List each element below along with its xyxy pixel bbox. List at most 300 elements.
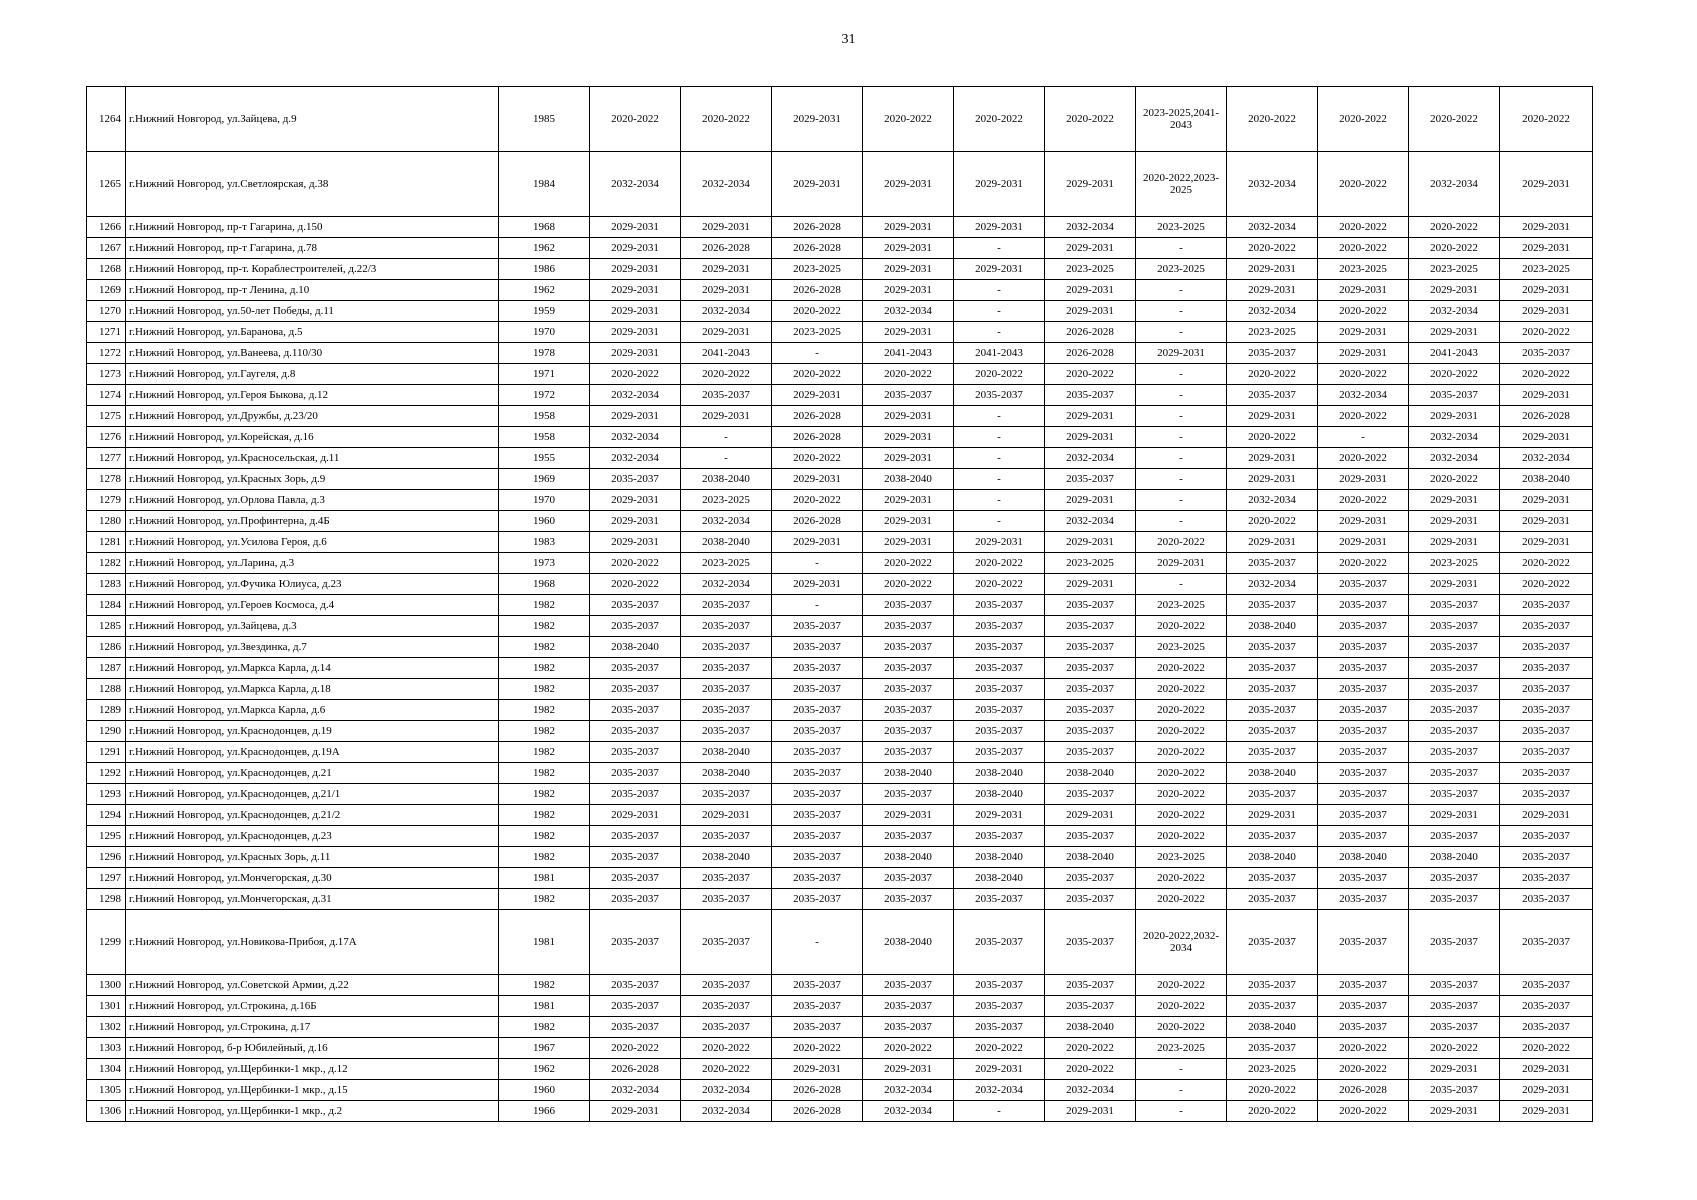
year-cell: 1982 bbox=[499, 700, 590, 721]
period-cell: 2038-2040 bbox=[863, 763, 954, 784]
period-cell: 2026-2028 bbox=[1318, 1080, 1409, 1101]
row-number-cell: 1294 bbox=[87, 805, 126, 826]
period-cell: 2035-2037 bbox=[954, 742, 1045, 763]
period-cell: 2029-2031 bbox=[1045, 406, 1136, 427]
period-cell: 2029-2031 bbox=[863, 238, 954, 259]
year-cell: 1962 bbox=[499, 1059, 590, 1080]
row-number-cell: 1278 bbox=[87, 469, 126, 490]
period-cell: 2035-2037 bbox=[590, 721, 681, 742]
period-cell: 2020-2022 bbox=[1227, 427, 1318, 448]
address-cell: г.Нижний Новгород, ул.Советской Армии, д.22 bbox=[126, 975, 499, 996]
period-cell: 2035-2037 bbox=[1227, 889, 1318, 910]
period-cell: - bbox=[1136, 1080, 1227, 1101]
period-cell: 2035-2037 bbox=[681, 868, 772, 889]
period-cell: 2032-2034 bbox=[1045, 448, 1136, 469]
period-cell: 2035-2037 bbox=[1500, 910, 1593, 975]
period-cell: 2029-2031 bbox=[863, 490, 954, 511]
period-cell: 2038-2040 bbox=[954, 763, 1045, 784]
period-cell: 2020-2022 bbox=[954, 574, 1045, 595]
period-cell: 2035-2037 bbox=[1500, 975, 1593, 996]
year-cell: 1972 bbox=[499, 385, 590, 406]
period-cell: 2029-2031 bbox=[590, 490, 681, 511]
period-cell: 2038-2040 bbox=[681, 847, 772, 868]
period-cell: 2035-2037 bbox=[590, 763, 681, 784]
period-cell: 2020-2022 bbox=[1045, 1038, 1136, 1059]
period-cell: 2026-2028 bbox=[772, 238, 863, 259]
address-cell: г.Нижний Новгород, ул.Светлоярская, д.38 bbox=[126, 152, 499, 217]
period-cell: - bbox=[1136, 322, 1227, 343]
year-cell: 1986 bbox=[499, 259, 590, 280]
year-cell: 1982 bbox=[499, 975, 590, 996]
period-cell: 2035-2037 bbox=[1227, 637, 1318, 658]
period-cell: 2029-2031 bbox=[772, 574, 863, 595]
period-cell: - bbox=[1136, 406, 1227, 427]
row-number-cell: 1266 bbox=[87, 217, 126, 238]
period-cell: - bbox=[1136, 238, 1227, 259]
period-cell: 2029-2031 bbox=[863, 427, 954, 448]
period-cell: 2029-2031 bbox=[681, 322, 772, 343]
period-cell: 2035-2037 bbox=[590, 1017, 681, 1038]
period-cell: 2035-2037 bbox=[1500, 847, 1593, 868]
row-number-cell: 1275 bbox=[87, 406, 126, 427]
period-cell: 2020-2022 bbox=[1227, 364, 1318, 385]
period-cell: 2035-2037 bbox=[1318, 595, 1409, 616]
period-cell: 2035-2037 bbox=[863, 996, 954, 1017]
period-cell: 2035-2037 bbox=[1045, 700, 1136, 721]
period-cell: 2035-2037 bbox=[681, 595, 772, 616]
period-cell: 2038-2040 bbox=[863, 469, 954, 490]
period-cell: 2029-2031 bbox=[863, 217, 954, 238]
period-cell: 2029-2031 bbox=[1409, 805, 1500, 826]
period-cell: 2029-2031 bbox=[772, 1059, 863, 1080]
period-cell: 2020-2022 bbox=[1136, 700, 1227, 721]
period-cell: 2020-2022 bbox=[772, 364, 863, 385]
period-cell: 2020-2022 bbox=[1409, 364, 1500, 385]
period-cell: 2020-2022 bbox=[1045, 364, 1136, 385]
period-cell: 2020-2022 bbox=[954, 87, 1045, 152]
period-cell: 2035-2037 bbox=[1045, 742, 1136, 763]
table-row bbox=[87, 364, 1593, 385]
period-cell: 2035-2037 bbox=[1318, 679, 1409, 700]
period-cell: 2029-2031 bbox=[1409, 1101, 1500, 1122]
period-cell: 2038-2040 bbox=[1318, 847, 1409, 868]
period-cell: 2035-2037 bbox=[954, 658, 1045, 679]
period-cell: 2020-2022 bbox=[772, 490, 863, 511]
period-cell: 2035-2037 bbox=[1318, 763, 1409, 784]
period-cell: 2029-2031 bbox=[863, 322, 954, 343]
table-row bbox=[87, 721, 1593, 742]
period-cell: 2020-2022 bbox=[1318, 448, 1409, 469]
period-cell: 2029-2031 bbox=[681, 280, 772, 301]
period-cell: 2020-2022 bbox=[1318, 238, 1409, 259]
year-cell: 1982 bbox=[499, 805, 590, 826]
period-cell: 2035-2037 bbox=[1500, 616, 1593, 637]
period-cell: 2035-2037 bbox=[1409, 868, 1500, 889]
period-cell: 2032-2034 bbox=[1318, 385, 1409, 406]
period-cell: 2029-2031 bbox=[1045, 238, 1136, 259]
period-cell: 2029-2031 bbox=[772, 87, 863, 152]
row-number-cell: 1271 bbox=[87, 322, 126, 343]
period-cell: 2023-2025 bbox=[1045, 259, 1136, 280]
period-cell: 2020-2022 bbox=[1318, 301, 1409, 322]
period-cell: 2038-2040 bbox=[1227, 1017, 1318, 1038]
address-cell: г.Нижний Новгород, ул.Профинтерна, д.4Б bbox=[126, 511, 499, 532]
table-row bbox=[87, 448, 1593, 469]
address-cell: г.Нижний Новгород, ул.Зайцева, д.3 bbox=[126, 616, 499, 637]
period-cell: 2020-2022 bbox=[772, 301, 863, 322]
address-cell: г.Нижний Новгород, ул.Орлова Павла, д.3 bbox=[126, 490, 499, 511]
period-cell: 2035-2037 bbox=[1409, 975, 1500, 996]
period-cell: 2020-2022 bbox=[1136, 889, 1227, 910]
period-cell: 2032-2034 bbox=[681, 301, 772, 322]
period-cell: 2023-2025 bbox=[1227, 322, 1318, 343]
period-cell: 2029-2031 bbox=[1045, 574, 1136, 595]
period-cell: 2020-2022 bbox=[954, 364, 1045, 385]
period-cell: 2029-2031 bbox=[954, 259, 1045, 280]
period-cell: 2023-2025 bbox=[772, 259, 863, 280]
table-row bbox=[87, 616, 1593, 637]
year-cell: 1966 bbox=[499, 1101, 590, 1122]
year-cell: 1981 bbox=[499, 910, 590, 975]
period-cell: 2032-2034 bbox=[954, 1080, 1045, 1101]
period-cell: 2029-2031 bbox=[681, 805, 772, 826]
period-cell: 2029-2031 bbox=[1227, 805, 1318, 826]
table-row bbox=[87, 889, 1593, 910]
row-number-cell: 1268 bbox=[87, 259, 126, 280]
period-cell: - bbox=[772, 910, 863, 975]
table-row bbox=[87, 406, 1593, 427]
period-cell: 2035-2037 bbox=[1227, 553, 1318, 574]
period-cell: 2035-2037 bbox=[1409, 637, 1500, 658]
period-cell: - bbox=[954, 1101, 1045, 1122]
table-row bbox=[87, 322, 1593, 343]
period-cell: 2029-2031 bbox=[954, 1059, 1045, 1080]
address-cell: г.Нижний Новгород, ул.Усилова Героя, д.6 bbox=[126, 532, 499, 553]
period-cell: 2041-2043 bbox=[1409, 343, 1500, 364]
period-cell: - bbox=[954, 427, 1045, 448]
period-cell: 2035-2037 bbox=[954, 595, 1045, 616]
period-cell: 2035-2037 bbox=[681, 975, 772, 996]
period-cell: 2035-2037 bbox=[863, 658, 954, 679]
row-number-cell: 1304 bbox=[87, 1059, 126, 1080]
period-cell: 2035-2037 bbox=[1318, 637, 1409, 658]
table-row bbox=[87, 217, 1593, 238]
period-cell: 2035-2037 bbox=[1318, 910, 1409, 975]
period-cell: 2032-2034 bbox=[1045, 1080, 1136, 1101]
table-row bbox=[87, 975, 1593, 996]
period-cell: 2035-2037 bbox=[1318, 826, 1409, 847]
period-cell: 2035-2037 bbox=[590, 910, 681, 975]
period-cell: - bbox=[772, 553, 863, 574]
period-cell: 2029-2031 bbox=[954, 532, 1045, 553]
period-cell: 2020-2022,2023-2025 bbox=[1136, 152, 1227, 217]
period-cell: 2020-2022 bbox=[1136, 721, 1227, 742]
period-cell: 2035-2037 bbox=[1045, 721, 1136, 742]
table-row bbox=[87, 826, 1593, 847]
table-row bbox=[87, 868, 1593, 889]
period-cell: - bbox=[1136, 301, 1227, 322]
period-cell: 2029-2031 bbox=[772, 152, 863, 217]
period-cell: 2029-2031 bbox=[1500, 805, 1593, 826]
year-cell: 1982 bbox=[499, 721, 590, 742]
period-cell: 2023-2025 bbox=[1136, 637, 1227, 658]
year-cell: 1959 bbox=[499, 301, 590, 322]
table-row bbox=[87, 763, 1593, 784]
period-cell: 2035-2037 bbox=[681, 889, 772, 910]
table-row bbox=[87, 427, 1593, 448]
period-cell: 2035-2037 bbox=[1409, 889, 1500, 910]
period-cell: 2035-2037 bbox=[681, 616, 772, 637]
period-cell: 2032-2034 bbox=[1409, 301, 1500, 322]
period-cell: - bbox=[681, 448, 772, 469]
period-cell: 2035-2037 bbox=[1409, 784, 1500, 805]
period-cell: 2029-2031 bbox=[1318, 469, 1409, 490]
year-cell: 1962 bbox=[499, 238, 590, 259]
period-cell: 2035-2037 bbox=[1500, 595, 1593, 616]
period-cell: 2029-2031 bbox=[863, 1059, 954, 1080]
period-cell: 2035-2037 bbox=[772, 996, 863, 1017]
period-cell: 2035-2037 bbox=[772, 826, 863, 847]
row-number-cell: 1283 bbox=[87, 574, 126, 595]
period-cell: 2035-2037 bbox=[772, 616, 863, 637]
period-cell: 2020-2022 bbox=[1318, 1059, 1409, 1080]
period-cell: 2029-2031 bbox=[1500, 490, 1593, 511]
period-cell: 2029-2031 bbox=[1500, 532, 1593, 553]
period-cell: 2020-2022 bbox=[1318, 364, 1409, 385]
period-cell: 2020-2022 bbox=[1136, 658, 1227, 679]
row-number-cell: 1279 bbox=[87, 490, 126, 511]
period-cell: 2038-2040 bbox=[590, 637, 681, 658]
period-cell: - bbox=[1136, 448, 1227, 469]
period-cell: 2035-2037 bbox=[1227, 721, 1318, 742]
period-cell: 2035-2037 bbox=[681, 1017, 772, 1038]
period-cell: 2035-2037 bbox=[1500, 700, 1593, 721]
year-cell: 1982 bbox=[499, 889, 590, 910]
period-cell: - bbox=[681, 427, 772, 448]
year-cell: 1982 bbox=[499, 616, 590, 637]
table-row bbox=[87, 301, 1593, 322]
period-cell: 2035-2037 bbox=[1045, 996, 1136, 1017]
address-cell: г.Нижний Новгород, ул.Фучика Юлиуса, д.23 bbox=[126, 574, 499, 595]
period-cell: 2026-2028 bbox=[772, 427, 863, 448]
period-cell: 2029-2031 bbox=[1045, 152, 1136, 217]
period-cell: - bbox=[954, 511, 1045, 532]
period-cell: 2029-2031 bbox=[590, 343, 681, 364]
period-cell: 2032-2034 bbox=[590, 152, 681, 217]
period-cell: 2032-2034 bbox=[1227, 574, 1318, 595]
period-cell: 2020-2022 bbox=[1227, 1101, 1318, 1122]
period-cell: 2035-2037 bbox=[863, 385, 954, 406]
period-cell: 2032-2034 bbox=[681, 511, 772, 532]
period-cell: 2023-2025 bbox=[1136, 847, 1227, 868]
period-cell: 2035-2037 bbox=[1227, 996, 1318, 1017]
period-cell: 2020-2022 bbox=[863, 364, 954, 385]
address-cell: г.Нижний Новгород, ул.Краснодонцев, д.19А bbox=[126, 742, 499, 763]
period-cell: 2035-2037 bbox=[863, 679, 954, 700]
period-cell: - bbox=[1136, 280, 1227, 301]
period-cell: 2023-2025 bbox=[1318, 259, 1409, 280]
row-number-cell: 1280 bbox=[87, 511, 126, 532]
address-cell: г.Нижний Новгород, ул.Маркса Карла, д.14 bbox=[126, 658, 499, 679]
period-cell: 2020-2022 bbox=[1318, 406, 1409, 427]
period-cell: 2035-2037 bbox=[1409, 595, 1500, 616]
period-cell: - bbox=[954, 406, 1045, 427]
period-cell: 2032-2034 bbox=[1409, 427, 1500, 448]
table-row bbox=[87, 343, 1593, 364]
year-cell: 1981 bbox=[499, 996, 590, 1017]
period-cell: 2035-2037 bbox=[590, 658, 681, 679]
year-cell: 1982 bbox=[499, 784, 590, 805]
period-cell: 2035-2037 bbox=[1045, 679, 1136, 700]
table-row bbox=[87, 280, 1593, 301]
period-cell: 2035-2037 bbox=[1409, 721, 1500, 742]
table-row bbox=[87, 152, 1593, 217]
period-cell: 2029-2031 bbox=[1227, 280, 1318, 301]
period-cell: 2035-2037 bbox=[772, 784, 863, 805]
period-cell: 2035-2037 bbox=[1045, 616, 1136, 637]
period-cell: 2032-2034 bbox=[1227, 490, 1318, 511]
period-cell: 2029-2031 bbox=[1409, 1059, 1500, 1080]
row-number-cell: 1274 bbox=[87, 385, 126, 406]
period-cell: - bbox=[954, 301, 1045, 322]
period-cell: - bbox=[954, 448, 1045, 469]
address-cell: г.Нижний Новгород, ул.Героя Быкова, д.12 bbox=[126, 385, 499, 406]
row-number-cell: 1298 bbox=[87, 889, 126, 910]
period-cell: 2038-2040 bbox=[863, 910, 954, 975]
period-cell: 2023-2025 bbox=[1136, 1038, 1227, 1059]
period-cell: 2023-2025 bbox=[681, 490, 772, 511]
period-cell: 2020-2022 bbox=[590, 87, 681, 152]
period-cell: 2038-2040 bbox=[863, 847, 954, 868]
period-cell: 2035-2037 bbox=[863, 742, 954, 763]
period-cell: 2029-2031 bbox=[863, 805, 954, 826]
period-cell: 2035-2037 bbox=[1045, 595, 1136, 616]
row-number-cell: 1282 bbox=[87, 553, 126, 574]
period-cell: 2032-2034 bbox=[863, 301, 954, 322]
address-cell: г.Нижний Новгород, ул.Ларина, д.3 bbox=[126, 553, 499, 574]
year-cell: 1955 bbox=[499, 448, 590, 469]
address-cell: г.Нижний Новгород, ул.Звездинка, д.7 bbox=[126, 637, 499, 658]
period-cell: 2029-2031 bbox=[1045, 490, 1136, 511]
period-cell: 2038-2040 bbox=[1227, 847, 1318, 868]
period-cell: 2023-2025 bbox=[1409, 553, 1500, 574]
period-cell: 2029-2031 bbox=[1227, 259, 1318, 280]
period-cell: 2035-2037 bbox=[681, 784, 772, 805]
period-cell: 2035-2037 bbox=[1227, 910, 1318, 975]
period-cell: 2035-2037 bbox=[772, 847, 863, 868]
period-cell: 2035-2037 bbox=[863, 721, 954, 742]
period-cell: 2035-2037 bbox=[590, 826, 681, 847]
period-cell: 2020-2022 bbox=[1500, 322, 1593, 343]
year-cell: 1982 bbox=[499, 826, 590, 847]
address-cell: г.Нижний Новгород, ул.Строкина, д.17 bbox=[126, 1017, 499, 1038]
address-cell: г.Нижний Новгород, пр-т Гагарина, д.78 bbox=[126, 238, 499, 259]
period-cell: 2035-2037 bbox=[681, 996, 772, 1017]
table-row bbox=[87, 910, 1593, 975]
table-row bbox=[87, 805, 1593, 826]
period-cell: 2029-2031 bbox=[1500, 427, 1593, 448]
period-cell: 2020-2022 bbox=[1136, 742, 1227, 763]
period-cell: 2020-2022 bbox=[1227, 238, 1318, 259]
period-cell: 2035-2037 bbox=[954, 616, 1045, 637]
table-row bbox=[87, 679, 1593, 700]
period-cell: 2035-2037 bbox=[1227, 826, 1318, 847]
period-cell: 2032-2034 bbox=[1500, 448, 1593, 469]
row-number-cell: 1269 bbox=[87, 280, 126, 301]
row-number-cell: 1287 bbox=[87, 658, 126, 679]
address-cell: г.Нижний Новгород, пр-т. Кораблестроителей, д.22/3 bbox=[126, 259, 499, 280]
period-cell: 2041-2043 bbox=[681, 343, 772, 364]
year-cell: 1958 bbox=[499, 406, 590, 427]
period-cell: 2020-2022 bbox=[1500, 87, 1593, 152]
period-cell: 2029-2031 bbox=[590, 322, 681, 343]
period-cell: 2023-2025 bbox=[1409, 259, 1500, 280]
period-cell: 2029-2031 bbox=[1500, 217, 1593, 238]
address-cell: г.Нижний Новгород, ул.Новикова-Прибоя, д.17А bbox=[126, 910, 499, 975]
address-cell: г.Нижний Новгород, ул.Щербинки-1 мкр., д.12 bbox=[126, 1059, 499, 1080]
period-cell: 2035-2037 bbox=[1045, 975, 1136, 996]
period-cell: 2029-2031 bbox=[1500, 238, 1593, 259]
period-cell: 2029-2031 bbox=[1318, 280, 1409, 301]
period-cell: - bbox=[954, 469, 1045, 490]
period-cell: 2020-2022 bbox=[1136, 784, 1227, 805]
page-number: 31 bbox=[841, 32, 856, 47]
period-cell: 2029-2031 bbox=[1500, 385, 1593, 406]
period-cell: 2035-2037 bbox=[772, 700, 863, 721]
period-cell: 2035-2037 bbox=[772, 742, 863, 763]
period-cell: 2035-2037 bbox=[1500, 721, 1593, 742]
address-cell: г.Нижний Новгород, пр-т Ленина, д.10 bbox=[126, 280, 499, 301]
address-cell: г.Нижний Новгород, ул.Красносельская, д.11 bbox=[126, 448, 499, 469]
period-cell: 2035-2037 bbox=[590, 889, 681, 910]
address-cell: г.Нижний Новгород, ул.Щербинки-1 мкр., д.2 bbox=[126, 1101, 499, 1122]
period-cell: - bbox=[954, 490, 1045, 511]
table-row bbox=[87, 1101, 1593, 1122]
period-cell: 2029-2031 bbox=[1318, 532, 1409, 553]
period-cell: 2020-2022 bbox=[590, 574, 681, 595]
year-cell: 1982 bbox=[499, 595, 590, 616]
table-row bbox=[87, 532, 1593, 553]
address-cell: г.Нижний Новгород, ул.Краснодонцев, д.21 bbox=[126, 763, 499, 784]
period-cell: 2032-2034 bbox=[863, 1080, 954, 1101]
period-cell: 2038-2040 bbox=[1500, 469, 1593, 490]
row-number-cell: 1293 bbox=[87, 784, 126, 805]
period-cell: 2035-2037 bbox=[1318, 700, 1409, 721]
period-cell: 2026-2028 bbox=[772, 1080, 863, 1101]
year-cell: 1960 bbox=[499, 1080, 590, 1101]
period-cell: 2035-2037 bbox=[772, 658, 863, 679]
table-row bbox=[87, 385, 1593, 406]
period-cell: 2020-2022 bbox=[863, 1038, 954, 1059]
table-row bbox=[87, 87, 1593, 152]
address-cell: г.Нижний Новгород, ул.Красных Зорь, д.11 bbox=[126, 847, 499, 868]
table-row bbox=[87, 595, 1593, 616]
period-cell: 2035-2037 bbox=[863, 595, 954, 616]
period-cell: 2035-2037 bbox=[1227, 679, 1318, 700]
row-number-cell: 1265 bbox=[87, 152, 126, 217]
period-cell: 2020-2022 bbox=[590, 1038, 681, 1059]
period-cell: 2020-2022 bbox=[863, 574, 954, 595]
period-cell: 2029-2031 bbox=[1318, 343, 1409, 364]
period-cell: 2038-2040 bbox=[1045, 847, 1136, 868]
address-cell: г.Нижний Новгород, ул.Дружбы, д.23/20 bbox=[126, 406, 499, 427]
period-cell: 2035-2037 bbox=[863, 826, 954, 847]
period-cell: 2020-2022 bbox=[681, 1038, 772, 1059]
year-cell: 1962 bbox=[499, 280, 590, 301]
table-body bbox=[87, 87, 1593, 1122]
row-number-cell: 1289 bbox=[87, 700, 126, 721]
period-cell: 2035-2037 bbox=[1409, 616, 1500, 637]
